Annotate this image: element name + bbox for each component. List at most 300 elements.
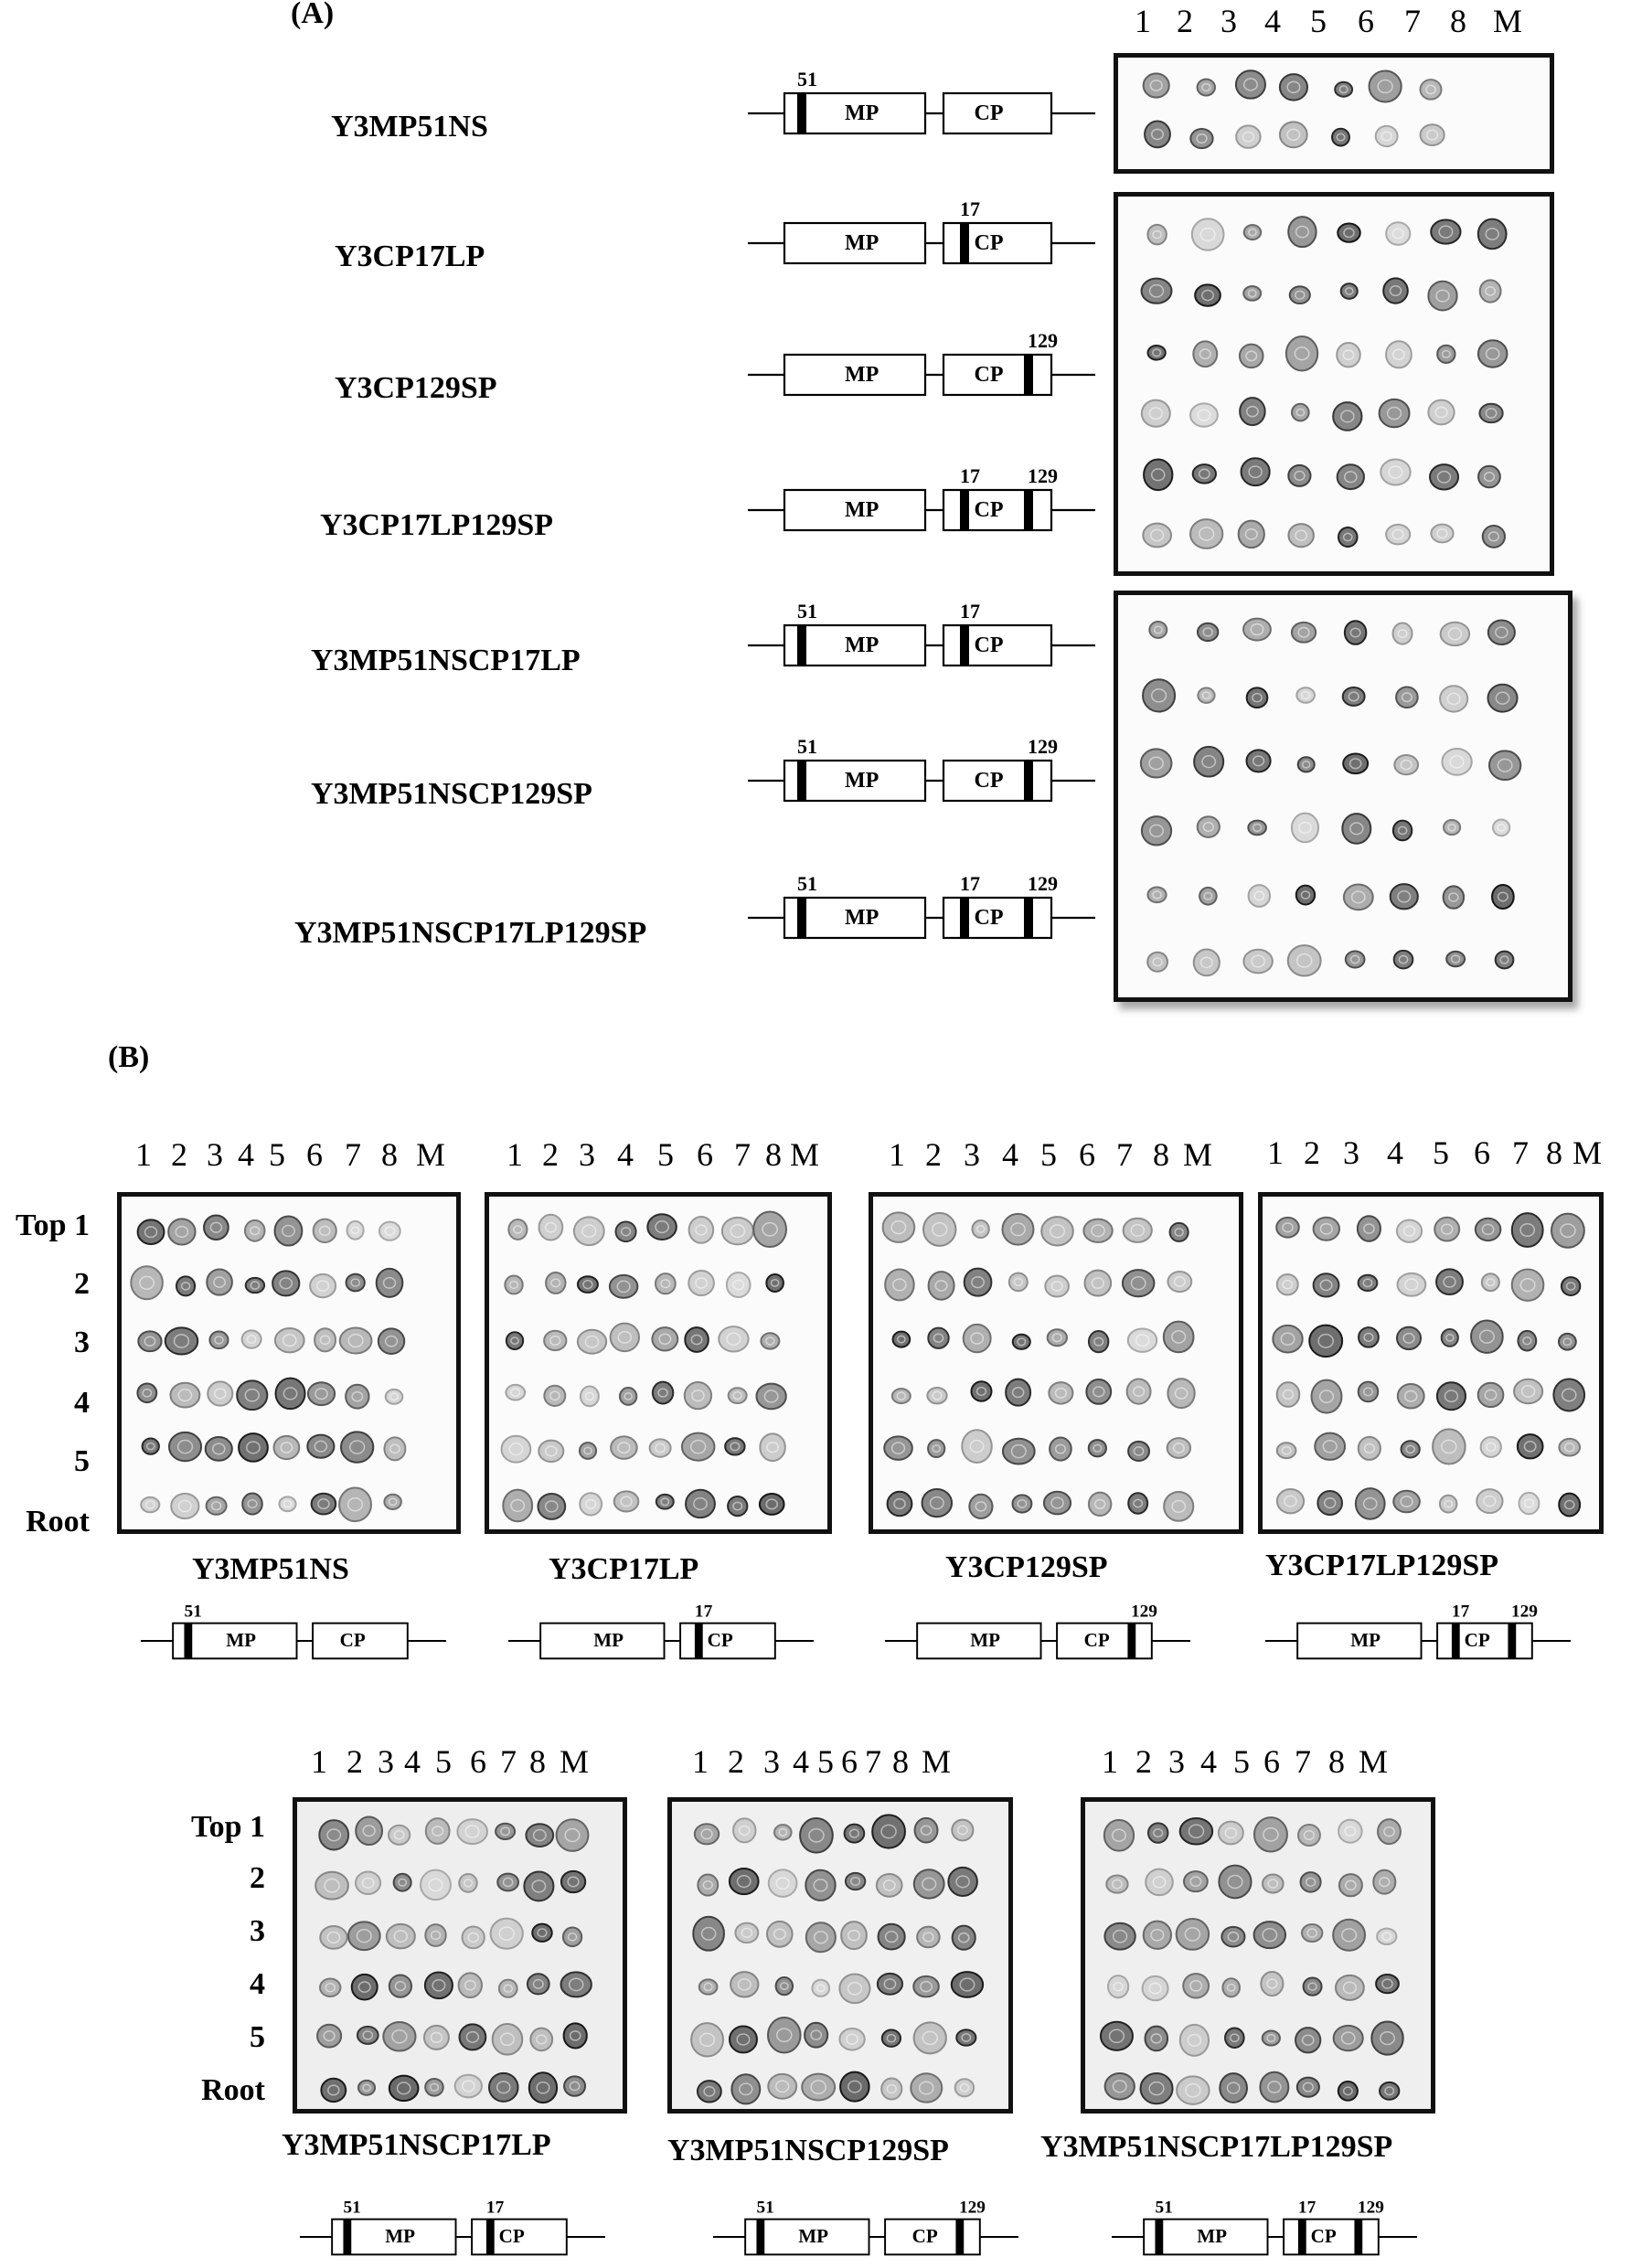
blot-spot (965, 1269, 992, 1296)
blot-spot (1254, 1922, 1286, 1948)
blot-spot (1518, 1434, 1543, 1458)
blot-spot (1333, 402, 1361, 431)
blot-spot (1343, 753, 1368, 773)
blot-spot (347, 1221, 364, 1240)
lane-header (1258, 1134, 1605, 1172)
blot-spot (581, 1386, 599, 1406)
blot-spot (774, 1825, 792, 1839)
dot-blot-membrane (293, 1797, 627, 2114)
blot-spot (1183, 1974, 1209, 1997)
blot-spot (346, 1385, 368, 1409)
blot-spot (1277, 1489, 1304, 1513)
blot-spot (1488, 685, 1518, 712)
blot-spot (348, 1922, 380, 1950)
mutation-bar (343, 2220, 351, 2255)
blot-spot (1105, 2073, 1135, 2100)
blot-spot (1243, 286, 1261, 301)
blot-spot (1480, 280, 1501, 302)
blot-spot (1431, 220, 1460, 244)
blot-spot (1286, 336, 1317, 370)
blot-spot (1309, 1326, 1342, 1357)
construct-svg (748, 322, 1095, 399)
blot-spot (1393, 821, 1412, 841)
blot-spot (1394, 951, 1413, 969)
blot-spot (1356, 1488, 1385, 1519)
blot-spot (914, 2022, 946, 2053)
lane-label: 8 (529, 1743, 546, 1780)
construct-svg (748, 865, 1095, 942)
lane-label: 5 (817, 1743, 834, 1780)
blot-spot (1143, 524, 1171, 548)
blot-spot (776, 1977, 793, 1995)
genome-construct-diagram (748, 60, 1095, 137)
blot-spot (1386, 525, 1410, 545)
blot-spot (1397, 1220, 1422, 1242)
lane-label: 1 (1135, 3, 1151, 39)
blot-spot (1338, 224, 1359, 242)
blot-spot (272, 1271, 299, 1295)
blot-spot (580, 1493, 602, 1515)
blot-spot (394, 1874, 411, 1891)
mutation-bar (960, 223, 969, 263)
blot-spot (503, 1490, 532, 1522)
blot-spot (1104, 1820, 1134, 1851)
blot-spot (1128, 1493, 1147, 1513)
blot-spot (1562, 1277, 1580, 1295)
dot-blot-membrane (869, 1192, 1243, 1534)
blot-spot (884, 1436, 912, 1459)
mutation-position-label: 17 (1297, 2198, 1317, 2218)
blot-spot (769, 1869, 797, 1897)
genome-construct-diagram (713, 2190, 1018, 2258)
genome-construct-diagram (1112, 2190, 1417, 2258)
blot-spot (693, 1917, 724, 1951)
blot-spot (1144, 73, 1169, 97)
panel-a-lane-header (1123, 2, 1534, 40)
mutation-position-label: 17 (960, 872, 980, 895)
cp-label: CP (1464, 1629, 1490, 1652)
mutation-position-label: 51 (343, 2198, 361, 2218)
blot-spot (735, 1923, 758, 1943)
row-label: Top 1 (16, 1209, 90, 1242)
blot-spot (1167, 1272, 1191, 1292)
construct-svg (1112, 2190, 1417, 2258)
blot-spot (1048, 1329, 1067, 1346)
blot-spot (1220, 2073, 1247, 2103)
blot-spot (508, 1219, 527, 1240)
lane-label: 8 (892, 1743, 909, 1780)
lane-label: 6 (1079, 1136, 1095, 1173)
mutation-bar (1155, 2220, 1163, 2255)
blot-spot (1254, 1817, 1287, 1851)
blot-spot (1559, 1439, 1580, 1456)
blot-spot (578, 1276, 598, 1293)
blot-spot (1512, 1269, 1544, 1300)
blot-spot (656, 1495, 674, 1509)
blot-spot (538, 1494, 565, 1519)
blot-spot (768, 2074, 796, 2099)
blot-spot (1244, 225, 1261, 240)
blot-spot (1143, 1976, 1168, 2000)
blot-spot (1225, 2028, 1244, 2048)
blot-spot (539, 1215, 563, 1240)
blot-dots (1118, 595, 1568, 997)
blot-spot (1128, 1328, 1157, 1351)
mutation-position-label: 17 (960, 464, 980, 487)
blot-spot (1304, 1978, 1322, 1996)
blot-spot (730, 2026, 757, 2052)
blot-spot (165, 1327, 198, 1354)
blot-spot (1147, 225, 1166, 245)
blot-spot (384, 1437, 405, 1460)
mp-label: MP (385, 2225, 415, 2248)
blot-spot (1478, 340, 1508, 367)
genome-construct-diagram (748, 728, 1095, 804)
blot-spot (1198, 816, 1220, 837)
genome-construct-diagram (748, 322, 1095, 399)
blot-spot (1277, 1443, 1296, 1458)
lane-header (1093, 1742, 1393, 1781)
blot-spot (686, 1490, 715, 1517)
mutation-bar (1024, 898, 1033, 938)
lane-label: 7 (865, 1743, 881, 1780)
blot-spot (877, 1874, 902, 1897)
blot-spot (358, 2081, 375, 2095)
row-labels (0, 1209, 90, 1563)
blot-spot (893, 1332, 911, 1347)
blot-spot (455, 2075, 482, 2098)
blot-spot (840, 2072, 869, 2102)
blot-spot (1198, 688, 1214, 703)
lane-label: 4 (404, 1743, 421, 1780)
cp-label: CP (974, 634, 1004, 658)
blot-spot (688, 1271, 714, 1295)
blot-spot (1298, 1825, 1320, 1846)
blot-spot (650, 1439, 671, 1456)
blot-spot (888, 1492, 912, 1516)
blot-spot (1167, 1438, 1190, 1458)
blot-spot (275, 1328, 304, 1352)
blot-spot (1184, 1871, 1208, 1891)
mutation-position-label: 129 (1130, 1602, 1157, 1622)
blot-spot (204, 1216, 229, 1240)
mp-label: MP (970, 1629, 1000, 1652)
blot-spot (1089, 1493, 1111, 1516)
mutation-position-label: 51 (797, 68, 817, 91)
dot-blot-membrane (485, 1192, 832, 1534)
blot-spot (956, 2029, 975, 2045)
blot-spot (1420, 80, 1441, 100)
lane-label: 4 (1387, 1134, 1403, 1171)
blot-spot (1380, 2082, 1399, 2100)
blot-spot (131, 1266, 163, 1299)
blot-spot (1198, 80, 1215, 96)
construct-name: Y3CP17LP (549, 1552, 699, 1586)
construct-name: Y3CP17LP129SP (1265, 1549, 1498, 1582)
blot-spot (1198, 623, 1218, 641)
lane-label: 2 (542, 1136, 559, 1173)
blot-spot (1519, 1493, 1539, 1514)
mutation-bar (960, 898, 969, 938)
mp-label: MP (226, 1629, 256, 1652)
blot-spot (1288, 945, 1321, 975)
blot-spot (1128, 1442, 1149, 1461)
blot-spot (1386, 222, 1410, 245)
mutation-bar (1354, 2220, 1362, 2255)
lane-label: 8 (1546, 1134, 1562, 1171)
blot-spot (425, 1924, 445, 1946)
blot-spot (171, 1494, 198, 1518)
row-label: 3 (250, 1914, 265, 1948)
blot-spot (1444, 820, 1460, 835)
mutation-position-label: 129 (958, 2198, 986, 2218)
lane-label: 5 (435, 1743, 452, 1780)
lane-label: 1 (506, 1136, 523, 1173)
blot-spot (1106, 1876, 1127, 1893)
blot-spot (561, 1871, 585, 1892)
cp-label: CP (974, 101, 1004, 126)
blot-spot (1483, 526, 1505, 548)
blot-spot (1249, 885, 1270, 907)
blot-spot (1359, 1327, 1379, 1347)
blot-spot (1496, 952, 1514, 969)
blot-spot (1292, 404, 1309, 421)
blot-spot (1009, 1273, 1028, 1292)
lane-label: 3 (1221, 3, 1237, 39)
blot-spot (506, 1332, 523, 1349)
blot-spot (526, 1824, 553, 1847)
lane-label: 2 (1135, 1743, 1152, 1780)
blot-spot (1144, 460, 1172, 491)
mutation-position-label: 17 (485, 2198, 505, 2218)
blot-spot (611, 1324, 639, 1352)
blot-spot (1142, 279, 1172, 303)
lane-label: 2 (346, 1743, 363, 1780)
blot-spot (1437, 1382, 1466, 1410)
mutation-bar (955, 2220, 964, 2255)
blot-spot (1493, 820, 1509, 836)
mutation-bar (756, 2220, 764, 2255)
mutation-position-label: 51 (756, 2198, 774, 2218)
blot-spot (1398, 1384, 1424, 1409)
blot-spot (1190, 403, 1218, 426)
blot-spot (532, 1924, 551, 1942)
blot-dots (1118, 58, 1550, 169)
blot-spot (1430, 464, 1458, 489)
mutation-bar (695, 1624, 703, 1659)
mp-label: MP (845, 634, 879, 658)
blot-spot (1314, 1273, 1339, 1296)
blot-spot (1248, 821, 1266, 836)
blot-spot (1240, 345, 1263, 368)
blot-spot (1273, 1326, 1302, 1353)
lane-label: 6 (1358, 3, 1374, 39)
blot-spot (768, 2018, 801, 2052)
blot-spot (841, 1922, 867, 1949)
lane-label: 2 (728, 1743, 744, 1780)
dot-blot-membrane (1114, 53, 1554, 174)
blot-spot (356, 1816, 382, 1845)
blot-spot (1012, 1495, 1031, 1512)
blot-spot (1288, 465, 1310, 486)
blot-spot (964, 1325, 991, 1352)
lane-label: 7 (1404, 3, 1421, 39)
blot-spot (1314, 1218, 1339, 1240)
mp-label: MP (845, 363, 879, 388)
lane-label: 1 (135, 1136, 152, 1173)
blot-spot (610, 1275, 638, 1298)
blot-spot (1380, 460, 1410, 485)
blot-spot (1147, 953, 1167, 972)
blot-spot (1124, 1219, 1152, 1242)
blot-spot (459, 1874, 476, 1892)
mutation-position-label: 129 (1028, 735, 1058, 758)
blot-spot (733, 1818, 755, 1842)
blot-spot (1180, 2025, 1209, 2056)
blot-spot (245, 1220, 264, 1241)
blot-spot (1190, 519, 1222, 548)
lane-label: 6 (306, 1136, 323, 1173)
blot-spot (1236, 70, 1265, 98)
blot-spot (506, 1385, 525, 1400)
lane-label: 4 (1200, 1743, 1217, 1780)
blot-spot (378, 1328, 404, 1354)
blot-spot (1378, 1819, 1401, 1844)
lane-label: 6 (841, 1743, 858, 1780)
blot-spot (911, 2073, 942, 2102)
blot-spot (1101, 2022, 1133, 2050)
blot-spot (1442, 749, 1471, 775)
construct-name: Y3MP51NS (192, 1552, 349, 1586)
dot-blot-membrane (1081, 1797, 1435, 2114)
lane-header (302, 1742, 594, 1781)
blot-spot (1280, 74, 1307, 100)
blot-spot (1343, 687, 1365, 706)
blot-spot (1377, 1929, 1396, 1944)
construct-svg (713, 2190, 1018, 2258)
blot-spot (1436, 1269, 1463, 1294)
blot-spot (580, 1443, 596, 1459)
blot-spot (1190, 129, 1212, 148)
blot-spot (138, 1219, 165, 1244)
mutation-bar (1508, 1624, 1516, 1659)
lane-label: 4 (1002, 1136, 1018, 1173)
lane-label: 7 (345, 1136, 361, 1173)
blot-spot (1108, 1975, 1128, 1997)
construct-name: Y3MP51NSCP129SP (667, 2134, 949, 2167)
blot-spot (1246, 750, 1270, 772)
blot-spot (913, 1976, 939, 1996)
blot-spot (207, 1269, 232, 1294)
blot-spot (800, 1818, 833, 1853)
blot-spot (425, 2079, 443, 2096)
blot-spot (969, 1495, 992, 1518)
lane-label: 8 (1450, 3, 1466, 39)
construct-name: Y3MP51NSCP129SP (311, 777, 592, 811)
blot-spot (524, 1871, 553, 1901)
blot-spot (1239, 521, 1264, 548)
blot-spot (722, 1218, 753, 1245)
blot-spot (138, 1331, 161, 1351)
construct-svg (748, 457, 1095, 534)
blot-spot (1334, 2026, 1363, 2050)
construct-name: Y3MP51NS (331, 110, 488, 144)
blot-spot (962, 1430, 992, 1463)
blot-spot (1192, 218, 1224, 250)
blot-spot (725, 1438, 744, 1454)
blot-spot (1247, 687, 1268, 708)
blot-spot (421, 1870, 451, 1901)
blot-spot (1002, 1214, 1033, 1245)
mutation-position-label: 17 (1451, 1602, 1470, 1622)
mutation-position-label: 17 (960, 197, 980, 220)
lane-label: 8 (765, 1136, 782, 1173)
blot-spot (806, 1922, 836, 1952)
blot-spot (955, 2079, 974, 2096)
construct-name: Y3CP17LP (335, 240, 485, 273)
blot-spot (1373, 1870, 1395, 1894)
blot-spot (1393, 1491, 1420, 1513)
blot-spot (647, 1214, 677, 1240)
blot-spot (1441, 623, 1470, 645)
blot-spot (1240, 398, 1264, 425)
blot-spot (574, 1217, 604, 1245)
mutation-bar (1298, 2220, 1306, 2255)
blot-spot (1338, 1820, 1362, 1843)
blot-dots (873, 1197, 1239, 1529)
blot-spot (1164, 1322, 1194, 1353)
blot-spot (1386, 341, 1412, 367)
blot-spot (1553, 1379, 1584, 1411)
blot-spot (1344, 885, 1373, 910)
blot-spot (1199, 888, 1217, 905)
blot-spot (1194, 949, 1220, 975)
blot-spot (691, 2023, 723, 2056)
lane-label: 7 (734, 1136, 751, 1173)
lane-label: 1 (311, 1743, 327, 1780)
construct-name: Y3CP17LP129SP (320, 508, 553, 542)
lane-label: 3 (763, 1743, 780, 1780)
blot-spot (1359, 1382, 1378, 1402)
lane-header (126, 1135, 453, 1174)
mp-label: MP (845, 231, 879, 256)
blot-spot (1148, 1823, 1167, 1842)
blot-spot (379, 1222, 400, 1240)
blot-spot (1312, 1380, 1342, 1413)
lane-label: 6 (1474, 1134, 1490, 1171)
construct-name: Y3MP51NSCP17LP129SP (1040, 2130, 1393, 2164)
blot-spot (1442, 1329, 1458, 1347)
blot-spot (1478, 466, 1500, 487)
lane-label: 2 (925, 1136, 942, 1173)
blot-spot (1013, 1335, 1030, 1349)
blot-spot (882, 2030, 901, 2047)
blot-spot (1222, 1978, 1240, 1996)
blot-spot (1440, 686, 1467, 711)
mutation-bar (797, 898, 806, 938)
mp-label: MP (1350, 1629, 1380, 1652)
blot-spot (1488, 621, 1515, 644)
blot-spot (544, 1331, 566, 1350)
blot-spot (276, 1379, 305, 1410)
cp-label: CP (974, 231, 1004, 256)
blot-spot (1338, 527, 1358, 547)
panel-b-label: (B) (108, 1040, 150, 1074)
blot-spot (237, 1380, 267, 1410)
blot-spot (1177, 1919, 1210, 1950)
blot-spot (952, 1820, 973, 1841)
row-label: 5 (74, 1444, 90, 1478)
